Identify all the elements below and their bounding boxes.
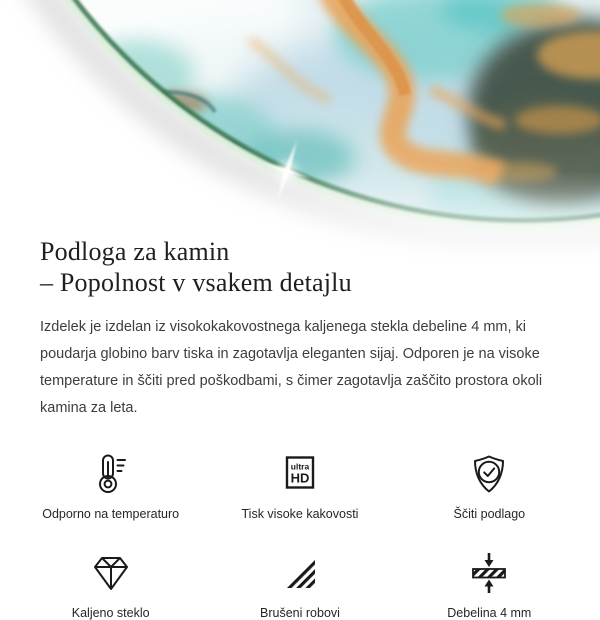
feature-label: Ščiti podlago [453, 507, 526, 521]
thickness-icon [467, 547, 511, 595]
feature-polished-edges [205, 547, 394, 620]
feature-print-quality [205, 448, 394, 521]
feature-label: Kaljeno steklo [71, 606, 150, 620]
product-copy [0, 236, 600, 620]
title-line-2: – Popolnost v vsakem detajlu [40, 268, 352, 297]
feature-protects-surface [395, 448, 584, 521]
product-description: Izdelek je izdelan iz visokokakovostnega kaljenega stekla debeline 4 mm, ki poudarja globino barv tiska in zagotavlja eleganten sijaj. Odporen je na visoke temperature in ščiti pred poškodbami, s čimer zagotavlja zaščito prostora okoli kamina za leta. [40, 319, 543, 416]
ultra-hd-text-top: ultra [290, 461, 310, 472]
ultra-hd-text-bottom: HD [290, 470, 310, 486]
polished-edges-icon [278, 547, 322, 595]
shield-check-icon [467, 448, 511, 496]
title-line-1: Podloga za kamin [40, 237, 230, 266]
feature-label: Debelina 4 mm [447, 606, 532, 620]
diamond-icon [89, 547, 133, 595]
feature-label: Odporno na temperaturo [42, 507, 180, 521]
feature-temperature [16, 448, 205, 521]
feature-thickness [395, 547, 584, 620]
ultra-hd-icon [278, 448, 322, 496]
features-grid [0, 448, 600, 620]
feature-tempered-glass [16, 547, 205, 620]
thermometer-icon [89, 448, 133, 496]
feature-label: Tisk visoke kakovosti [241, 507, 359, 521]
page-title [40, 236, 600, 298]
feature-label: Brušeni robovi [260, 606, 340, 620]
